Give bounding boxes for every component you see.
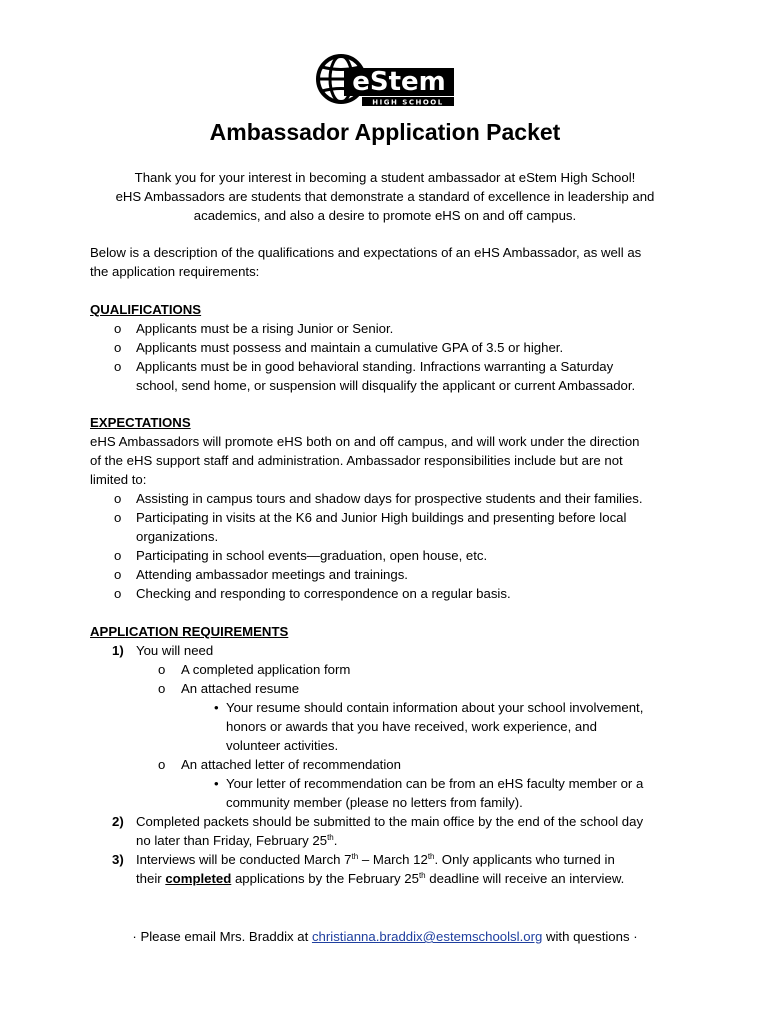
list-item: o An attached letter of recommendation [158, 757, 401, 772]
list-item: o Applicants must be in good behavioral standing. Infractions warranting a Saturday school, send home, or suspension will disqualify the applicant or current Ambassador. [114, 359, 636, 393]
list-item: o Applicants must possess and maintain a cumulative GPA of 3.5 or higher. [114, 340, 564, 355]
qualifications-heading: QUALIFICATIONS [90, 302, 202, 317]
list-item: o Attending ambassador meetings and trainings. [114, 567, 408, 582]
list-item: o Assisting in campus tours and shadow days for prospective students and their families. [114, 491, 643, 506]
requirements-heading: APPLICATION REQUIREMENTS [90, 624, 289, 639]
estem-logo [314, 52, 456, 108]
page-title: Ambassador Application Packet [209, 119, 561, 145]
list-item: • Your resume should contain information about your school involvement, honors or awards that you have received, work experience, and volunteer activities. [214, 700, 644, 753]
requirement-1: 1) You will need [112, 643, 214, 658]
expectations-heading: EXPECTATIONS [90, 415, 191, 430]
list-item: o Checking and responding to correspondence on a regular basis. [114, 586, 511, 601]
list-item: o Participating in school events—graduation, open house, etc. [114, 548, 488, 563]
list-item: o Participating in visits at the K6 and Junior High buildings and presenting before local organizations. [114, 510, 627, 544]
expectations-list [90, 489, 680, 603]
email-link[interactable]: christianna.braddix@estemschoolsl.org [311, 929, 543, 944]
expectations-section: EXPECTATIONS eHS Ambassadors will promote eHS both on and off campus, and will work under the direction of the eHS support staff and administration. Ambassador responsibilities include but are not limited to: o Assisting in campus tours and shadow days for prospective students and their families. o Participating in visits at the K6 and Junior High buildings and presenting before local organizations. o Participating in school events—graduation, open house, etc. o Attending ambassador meetings and trainings. o Checking and responding to correspondence on a regular basis. [90, 413, 680, 603]
description-paragraph: Below is a description of the qualifications and expectations of an eHS Ambassador, as well as the application requirements: [90, 245, 642, 279]
list-item: • Your letter of recommendation can be from an eHS faculty member or a community member (please no letters from family). [214, 776, 644, 810]
requirements-section [90, 622, 690, 888]
requirement-3: 3) Interviews will be conducted March 7th – March 12th. Only applicants who turned in their completed applications by the February 25th deadline will receive an interview. [112, 852, 625, 886]
list-item: o Applicants must be a rising Junior or Senior. [114, 321, 394, 336]
contact-footer: · Please email Mrs. Braddix at christianna.braddix@estemschoolsl.org with questions · [132, 929, 638, 944]
qualifications-section [90, 300, 680, 395]
list-item: o A completed application form [158, 662, 351, 677]
svg-text:HIGH SCHOOL: HIGH SCHOOL [372, 98, 444, 107]
list-item: o An attached resume [158, 681, 300, 696]
qualifications-list [90, 319, 680, 395]
svg-text:eStem: eStem [352, 67, 446, 97]
intro-paragraph: Thank you for your interest in becoming a student ambassador at eStem High School! eHS Ambassadors are students that demonstrate a standard of excellence in leadership and academics, and also a desire to promote eHS on and off campus. [115, 170, 655, 223]
requirement-2: 2) Completed packets should be submitted to the main office by the end of the school day no later than Friday, February 25th. [112, 814, 644, 848]
